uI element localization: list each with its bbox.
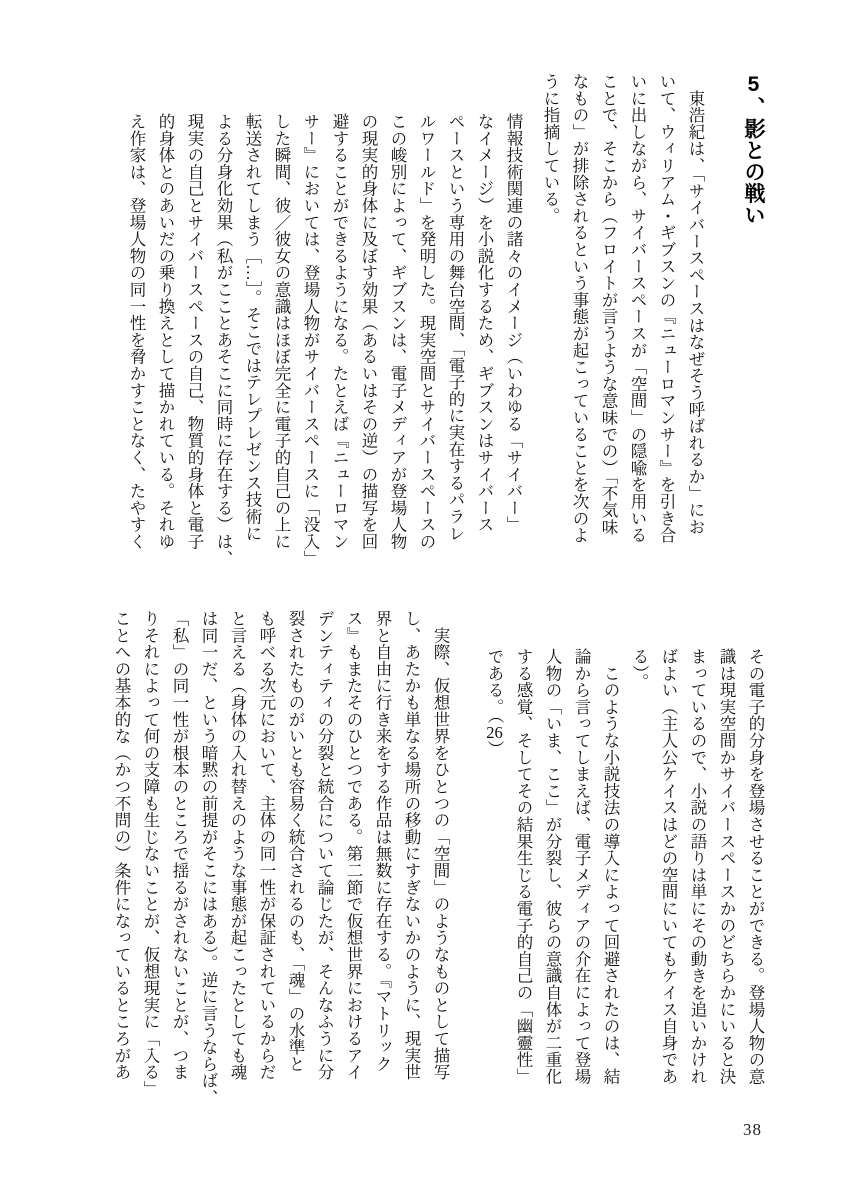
text-line: ス』もまたそのひとつである。第二節で仮想世界におけるアイ	[344, 610, 363, 1081]
block-quote-continued	[480, 610, 770, 1110]
text-line: よる分身化効果（私がこことあそこに同時に存在する）は、	[214, 113, 233, 567]
paragraph-body	[107, 610, 455, 1110]
text-line: なもの」が排除されるという事態が起こっていることを次のよ	[570, 73, 589, 544]
text-line: 裂されたものがいとも容易く統合されるのも、「魂」の水準と	[286, 610, 305, 1073]
text-line: まっているので、小説の語りは単にその動きを追いかけれ	[688, 648, 707, 1085]
paragraph-intro	[536, 73, 710, 573]
text-line: 実際、仮想世界をひとつの「空間」のようなものとして描写	[431, 610, 450, 1081]
text-line: ことへの基本的な（かつ不問の）条件になっているところがあ	[112, 610, 131, 1081]
text-block-upper	[122, 73, 770, 573]
text-line: いて、ウィリアム・ギブスンの『ニューロマンサー』を引き合	[657, 73, 676, 544]
text-line: し、あたかも単なる場所の移動にすぎないかのように、現実世	[402, 610, 421, 1081]
text-line: の現実的身体に及ぼす効果（あるいはその逆）の描写を回	[359, 113, 378, 550]
text-line: ペースという専用の舞台空間、「電子的に実在するパラレ	[446, 113, 465, 542]
text-line: 情報技術関連の諸々のイメージ（いわゆる「サイバー」	[504, 113, 523, 533]
text-block-lower	[107, 610, 770, 1110]
text-line: ルワールド」を発明した。現実空間とサイバースペースの	[417, 113, 436, 550]
text-line: は同一だ、という暗黙の前提がそこにはある）。逆に言うならば、	[199, 610, 218, 1106]
text-line: する感覚、そしてその結果生じる電子的自己の「幽靈性」	[514, 648, 533, 1085]
page-number: 38	[743, 1120, 762, 1139]
text-line: る）。	[630, 648, 649, 691]
note-number: 26	[486, 723, 503, 741]
text-line: 「私」の同一性が根本のところで揺るがされないことが、つま	[170, 610, 189, 1081]
section-heading: 5、影との戦い	[742, 73, 765, 226]
text-line: え作家は、登場人物の同一性を脅かすことなく、たやすく	[127, 113, 146, 550]
text-line: このような小説技法の導入によって回避されたのは、結	[601, 648, 620, 1085]
text-line: 論から言ってしまえば、電子メディアの介在によって登場	[572, 648, 591, 1085]
text-line: 避することができるようになる。たとえば『ニューロマン	[330, 113, 349, 550]
text-line: なイメージ）を小説化するため、ギブスンはサイバース	[475, 113, 494, 533]
text-line: うに指摘している。	[541, 73, 560, 225]
block-quote-upper	[122, 73, 528, 573]
text-line: 識は現実空間かサイバースペースかのどちらかにいると決	[717, 648, 736, 1085]
text-line: と言える（身体の入れ替えのような事態が起こったとしても魂	[228, 610, 247, 1081]
text-line: その電子的分身を登場させることができる。登場人物の意	[746, 648, 765, 1085]
text-line: 界と自由に行き来をする作品は無数に存在する。『マトリック	[373, 610, 392, 1073]
text-line: である。（26）	[485, 648, 504, 758]
text-line: サー』においては、登場人物がサイバースペースに「没入」	[301, 113, 320, 567]
text-line: 東浩紀は、「サイバースペースはなぜそう呼ばれるか」にお	[686, 73, 705, 536]
text-line: ばよい（主人公ケイスはどの空間にいてもケイス自身であ	[659, 648, 678, 1085]
text-line: ことで、そこから（フロイトが言うような意味での）「不気味	[599, 73, 618, 536]
text-line: いに出しながら、サイバースペースが「空間」の隠喩を用いる	[628, 73, 647, 544]
text-line: も呼べる次元において、主体の同一性が保証されているからだ	[257, 610, 276, 1081]
text-line: した瞬間、彼／彼女の意識はほぼ完全に電子的自己の上に	[272, 113, 291, 550]
text-line: 的身体とのあいだの乗り換えとして描かれている。それゆ	[156, 113, 175, 550]
text-line: りそれによって何の支障も生じないことが、仮想現実に「入る」	[141, 610, 160, 1098]
text-line: 現実の自己とサイバースペースの自己、物質的身体と電子	[185, 113, 204, 550]
text-line: 人物の「いま、ここ」が分裂し、彼らの意識自体が二重化	[543, 648, 562, 1085]
text-line: デンティティの分裂と統合について論じたが、そんなふうに分	[315, 610, 334, 1081]
text-line: 転送されてしまう［…］。そこではテレプレゼンス技術に	[243, 113, 262, 542]
text-line: この峻別によって、ギブスンは、電子メディアが登場人物	[388, 113, 407, 550]
